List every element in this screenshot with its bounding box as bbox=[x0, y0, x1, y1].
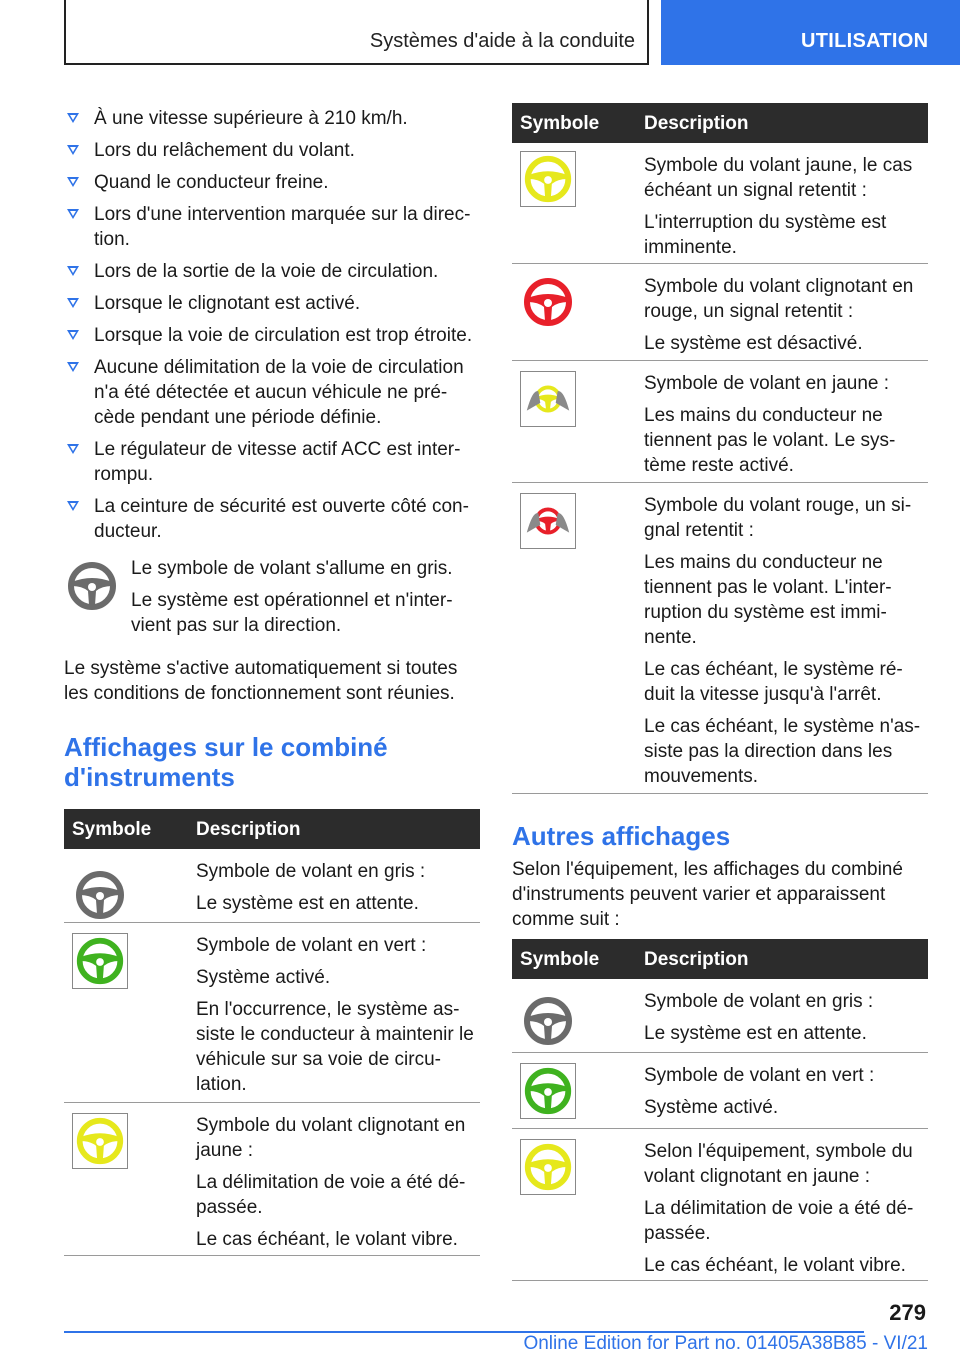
list-item: Lors de la sortie de la voie de circulation. bbox=[64, 259, 480, 284]
table-row bbox=[512, 1053, 928, 1129]
steering-wheel-yellow-icon bbox=[520, 151, 576, 207]
row-description: Symbole du volant clignotant en jaune : La délimitation de voie a été dé‐passée. Le cas échéant, le volant vibre. bbox=[196, 1115, 466, 1250]
list-item: Lors du relâchement du volant. bbox=[64, 138, 480, 163]
steering-wheel-grey-icon bbox=[72, 867, 128, 923]
row-description: Selon l'équipement, symbole du volant clignotant en jaune : La délimitation de voie a été dé‐passée. Le cas échéant, le volant vibre. bbox=[644, 1141, 914, 1276]
steering-wheel-hands-yellow-icon bbox=[520, 371, 576, 427]
table-header bbox=[64, 809, 480, 849]
column-header-symbol: Symbole bbox=[520, 113, 600, 134]
row-description: Symbole de volant en gris : Le système est en attente. bbox=[644, 991, 874, 1044]
triangle-bullet-icon bbox=[67, 266, 79, 276]
triangle-bullet-icon bbox=[67, 330, 79, 340]
column-header-symbol: Symbole bbox=[72, 819, 152, 840]
steering-wheel-grey-icon bbox=[520, 993, 576, 1049]
section-title-other-displays: Autres affichages bbox=[512, 821, 731, 851]
steering-wheel-yellow-icon bbox=[72, 1113, 128, 1169]
header-box bbox=[64, 0, 649, 65]
list-item: Le régulateur de vitesse actif ACC est inter‐rompu. bbox=[64, 437, 480, 487]
instrument-cluster-table bbox=[64, 809, 480, 1256]
header-title: Systèmes d'aide à la conduite bbox=[369, 30, 635, 52]
row-description: Symbole de volant en jaune : Les mains du conducteur ne tiennent pas le volant. Le sys‐tème reste activé. bbox=[644, 373, 896, 476]
list-item: Lors d'une intervention marquée sur la direc‐tion. bbox=[64, 202, 480, 252]
table-row bbox=[512, 979, 928, 1053]
table-row bbox=[512, 483, 928, 794]
table-row bbox=[512, 361, 928, 483]
triangle-bullet-icon bbox=[67, 209, 79, 219]
steering-wheel-green-icon bbox=[72, 933, 128, 989]
steering-wheel-yellow-icon bbox=[520, 1139, 576, 1195]
table-header bbox=[512, 103, 928, 143]
steering-wheel-hands-red-icon bbox=[520, 493, 576, 549]
triangle-bullet-icon bbox=[67, 177, 79, 187]
auto-activation-paragraph: Le système s'active automatiquement si toutes les conditions de fonctionnement sont réunies. bbox=[64, 658, 458, 704]
steering-wheel-green-icon bbox=[520, 1063, 576, 1119]
steering-wheel-grey-icon bbox=[64, 558, 120, 614]
table-row bbox=[512, 1129, 928, 1281]
page-number: 279 bbox=[889, 1300, 926, 1325]
list-item: À une vitesse supérieure à 210 km/h. bbox=[64, 106, 480, 131]
table-row bbox=[64, 849, 480, 923]
other-displays-intro: Selon l'équipement, les affichages du combiné d'instruments peuvent varier et apparaissent comme suit : bbox=[512, 859, 903, 930]
list-item: Aucune délimitation de la voie de circulation n'a été détectée et aucun véhicule ne pré‐cède pendant une période définie. bbox=[64, 355, 480, 430]
grey-symbol-text: Le symbole de volant s'allume en gris. Le système est opérationnel et n'inter‐vient pas sur la direction. bbox=[131, 558, 453, 636]
column-header-description: Description bbox=[644, 113, 749, 134]
section-title-instrument-cluster: Affichages sur le combiné d'instruments bbox=[64, 732, 388, 792]
triangle-bullet-icon bbox=[67, 113, 79, 123]
row-description: Symbole du volant clignotant en rouge, un signal retentit : Le système est désactivé. bbox=[644, 276, 914, 354]
triangle-bullet-icon bbox=[67, 362, 79, 372]
row-description: Symbole du volant jaune, le cas échéant un signal retentit : L'interruption du système est imminente. bbox=[644, 155, 913, 258]
other-displays-table bbox=[512, 939, 928, 1281]
table-row bbox=[64, 923, 480, 1103]
header-tab-label: UTILISATION bbox=[801, 30, 929, 52]
table-row bbox=[512, 143, 928, 264]
table-row bbox=[64, 1103, 480, 1256]
bullet-list bbox=[64, 106, 480, 551]
list-item: Lorsque le clignotant est activé. bbox=[64, 291, 480, 316]
table-row bbox=[512, 264, 928, 361]
status-symbol-table bbox=[512, 103, 928, 794]
row-description: Symbole du volant rouge, un si‐gnal retentit : Les mains du conducteur ne tiennent pas le volant. L'inter‐ruption du système est immi‐nente. Le cas échéant, le système ré‐duit la vitesse jusqu'à l'arrêt. Le cas échéant, le système n'as‐siste pas la direction dans les mouvements. bbox=[644, 495, 921, 787]
triangle-bullet-icon bbox=[67, 501, 79, 511]
list-item: Quand le conducteur freine. bbox=[64, 170, 480, 195]
footer-edition: Online Edition for Part no. 01405A38B85 - VI/21 bbox=[523, 1333, 928, 1354]
row-description: Symbole de volant en vert : Système activé. En l'occurrence, le système as‐siste le conducteur à maintenir le véhicule sur sa voie de circu‐lation. bbox=[196, 935, 474, 1095]
row-description: Symbole de volant en vert : Système activé. bbox=[644, 1065, 875, 1118]
list-item: La ceinture de sécurité est ouverte côté con‐ducteur. bbox=[64, 494, 480, 544]
column-header-description: Description bbox=[644, 949, 749, 970]
row-description: Symbole de volant en gris : Le système est en attente. bbox=[196, 861, 426, 914]
triangle-bullet-icon bbox=[67, 444, 79, 454]
column-header-symbol: Symbole bbox=[520, 949, 600, 970]
column-header-description: Description bbox=[196, 819, 301, 840]
steering-wheel-red-icon bbox=[520, 274, 576, 330]
header-tab bbox=[661, 0, 960, 65]
table-header bbox=[512, 939, 928, 979]
list-item: Lorsque la voie de circulation est trop étroite. bbox=[64, 323, 480, 348]
triangle-bullet-icon bbox=[67, 145, 79, 155]
triangle-bullet-icon bbox=[67, 298, 79, 308]
